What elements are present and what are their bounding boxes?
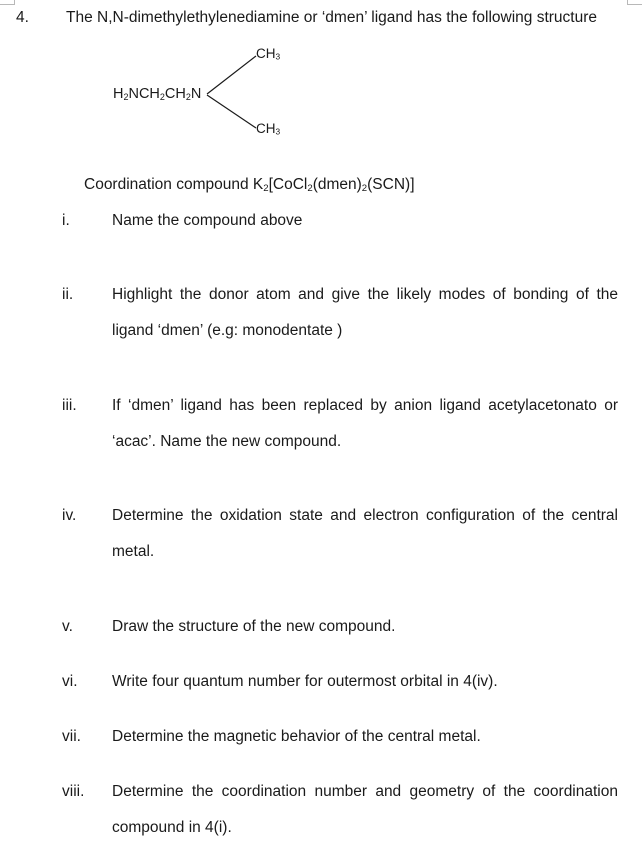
item-numeral: iv.	[62, 507, 77, 524]
bond-line-upper	[207, 56, 256, 94]
item-numeral: i.	[62, 212, 70, 229]
item-numeral: vi.	[62, 673, 78, 690]
item-numeral: viii.	[62, 783, 85, 800]
ligand-formula: $H_2NCH_2CH_2N$	[113, 86, 202, 102]
item-text: If ‘dmen’ ligand has been replaced by anion ligand acetylacetonato or ‘acac’. Name the new compound.	[112, 397, 618, 450]
item-numeral: ii.	[62, 286, 74, 303]
methyl-group-top: $CH_3$	[256, 46, 281, 62]
bond-line-lower	[207, 95, 256, 128]
item-numeral: iii.	[62, 397, 77, 414]
item-text: Determine the magnetic behavior of the central metal.	[112, 728, 481, 745]
methyl-group-bottom: $CH_3$	[256, 121, 281, 137]
coordination-compound-formula: Coordination compound $K_2[CoCl_2(dmen)_2(SCN)]$	[84, 176, 415, 194]
item-text: Determine the coordination number and geometry of the coordination compound in 4(i).	[112, 783, 618, 836]
item-text: Draw the structure of the new compound.	[112, 618, 396, 635]
item-text: Write four quantum number for outermost orbital in 4(iv).	[112, 673, 498, 690]
question-text: The N,N-dimethylethylenediamine or ‘dmen’ ligand has the following structure	[66, 9, 597, 26]
item-numeral: vii.	[62, 728, 81, 745]
ligand-structure-bonds	[0, 0, 642, 160]
item-text: Determine the oxidation state and electron configuration of the central metal.	[112, 507, 618, 560]
question-number: 4.	[16, 9, 29, 26]
item-text: Name the compound above	[112, 212, 303, 229]
item-text: Highlight the donor atom and give the likely modes of bonding of the ligand ‘dmen’ (e.g: monodentate )	[112, 286, 618, 339]
item-numeral: v.	[62, 618, 73, 635]
